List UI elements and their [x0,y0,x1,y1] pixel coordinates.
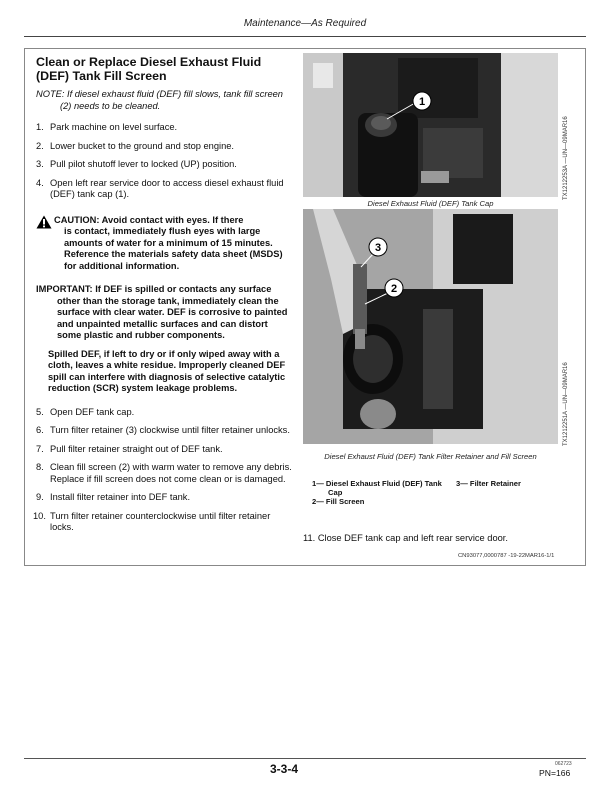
step-item: 9. Install filter retainer into DEF tank. [36,492,191,502]
caution-heading: CAUTION: Avoid contact with eyes. If there [54,214,244,225]
page-number: 3-3-4 [270,762,299,776]
footer-code: 062723 [555,761,572,767]
figure2-id: TX1212251A —UN—09MAR16 [563,362,569,446]
legend-item: 2— Fill Screen [312,497,365,506]
important-text: IMPORTANT: If DEF is spilled or contacts any surface other than the storage tank, immediately clean the surface with clear water. DEF is corrosive to painted and unpainted metallic surfaces and can distort some plastic and rubber components. [36,284,288,340]
legend-item: 1— Diesel Exhaust Fluid (DEF) Tank Cap [312,479,442,497]
instructions-column [33,55,294,541]
section-title: Clean or Replace Diesel Exhaust Fluid (DEF) Tank Fill Screen [36,55,262,83]
reference-code: CN93077,0000787 -19-22MAR16-1/1 [458,553,555,559]
step-item: 3. Pull pilot shutoff lever to locked (UP) position. [36,159,237,169]
step-item: 10. Turn filter retainer counterclockwise until filter retainer locks. [33,510,271,532]
callout-2: 2 [390,283,398,295]
step-item: 7. Pull filter retainer straight out of DEF tank. [36,443,223,454]
footer-rule [24,758,586,759]
figure-legend [312,479,572,506]
step-item: 5. Open DEF tank cap. [36,406,135,417]
important-text-2: Spilled DEF, if left to dry or if only wiped away with a cloth, leaves a white residue. Improperly cleaned DEF spill can interfere with diagnosis of selective catalytic reduction (SCR) system leakage problems. [48,348,286,393]
pn-label: PN=166 [539,768,571,778]
figure1-caption: Diesel Exhaust Fluid (DEF) Tank Cap [367,199,494,208]
figure2-caption: Diesel Exhaust Fluid (DEF) Tank Filter Retainer and Fill Screen [324,452,537,461]
def-tank-cap-photo [303,53,558,197]
step-item: 2. Lower bucket to the ground and stop engine. [36,140,235,151]
step-11: 11. Close DEF tank cap and left rear service door. [303,533,508,543]
step-item: 1. Park machine on level surface. [36,122,178,132]
step-item: 4. Open left rear service door to access diesel exhaust fluid (DEF) tank cap (1). [36,177,284,199]
callout-3: 3 [374,242,382,254]
warning-triangle-icon [36,215,52,229]
step-item: 8. Clean fill screen (2) with warm water to remove any debris. Replace if fill screen does not come clean or is damaged. [36,462,292,484]
filter-retainer-photo [303,209,558,444]
step-item: 6. Turn filter retainer (3) clockwise until filter retainer unlocks. [36,425,290,435]
steps-list-a [36,122,294,201]
caution-block [36,215,294,273]
callout-1: 1 [418,96,426,108]
figure1-id: TX1212253A —UN—09MAR16 [563,116,569,200]
caution-text: is contact, immediately flush eyes with large amounts of water for a minimum of 15 minutes. Reference the materials safety data sheet (MSDS) for additional information. [64,226,283,271]
legend-item: 3— Filter Retainer [456,479,521,488]
running-header: Maintenance—As Required [243,18,367,29]
steps-list-b [33,406,294,534]
note-text: NOTE: If diesel exhaust fluid (DEF) fill slows, tank fill screen (2) needs to be cleaned. [36,89,283,111]
header-rule [24,36,586,37]
